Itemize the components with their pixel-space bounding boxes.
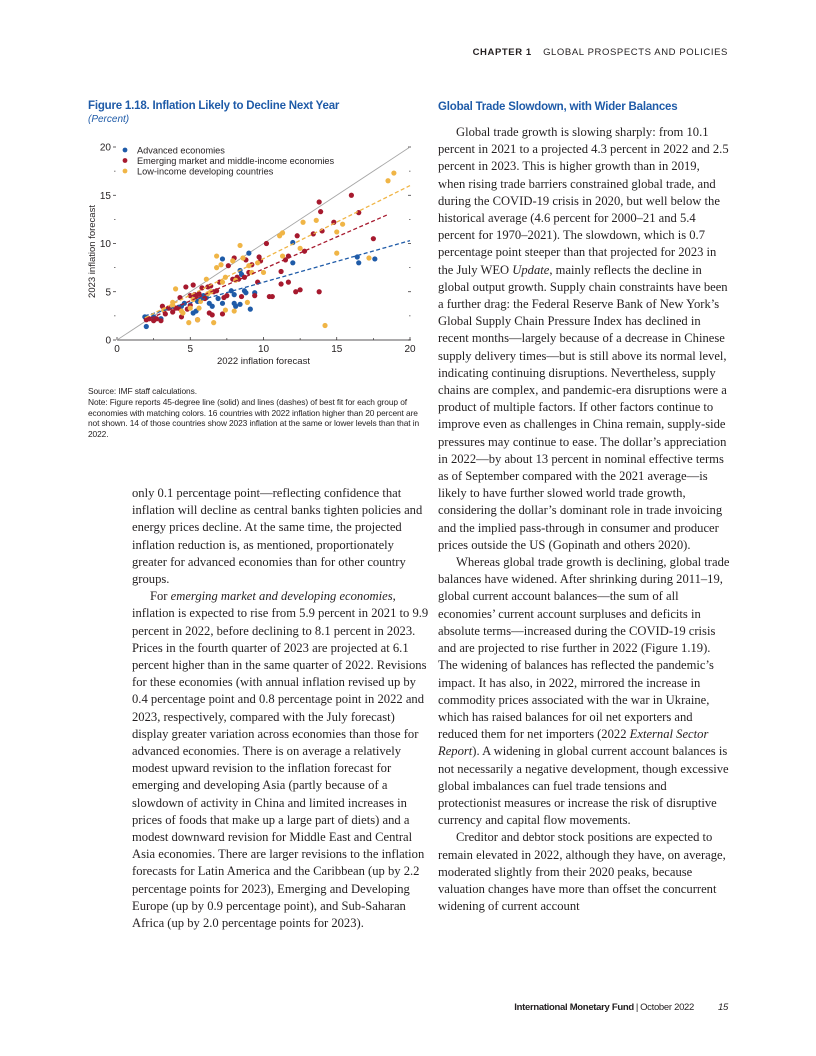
chapter-label: CHAPTER 1 [472,47,532,58]
data-point [334,251,339,256]
left-column-paragraph [132,588,432,932]
data-point [280,253,285,258]
scatter-chart [80,138,430,370]
data-point [334,229,339,234]
right-column-body [438,124,730,915]
data-point [371,236,376,241]
data-point [317,199,322,204]
data-point [211,320,216,325]
data-point [232,308,237,313]
data-point [290,260,295,265]
data-point [237,302,242,307]
figure-subtitle: (Percent) [88,114,130,125]
body-text: Whereas global trade growth is declining, global trade balances have widened. After shrinking during 2011–19, global current account balances—the sum of all economies’ current account surpluses and deficits in absolute terms—increased during the COVID-19 crisis and are projected to rise further in 2022 (Figure 1.19). The widening of balances has reflected the pandemic’s impact. It has also, in 2022, mirrored the increase in commodity prices associated with the war in Ukraine, which has raised balances for oil net exporters and reduced them for net importers (2022 [438,555,730,742]
right-column-paragraph [438,554,730,829]
figure-source: Source: IMF staff calculations. [88,386,197,396]
data-point [230,258,235,263]
data-point [196,306,201,311]
data-point [237,243,242,248]
data-point [242,275,247,280]
data-point [239,294,244,299]
emphasis-text: emerging market and developing economies [170,589,393,604]
figure-notes [88,386,423,440]
body-text: , mainly reflects the decline in global output growth. Supply chain constraints have been a further drag: the Federal Reserve Bank of New York’s Global Supply Chain Pressure Index has declined in recent months—largely because of a decrease in Chinese supply delivery times—but is still above its normal level, indicating continuing disruptions. Nevertheless, supply chains are complex, and pandemic-era disruptions were a product of multiple factors. If other factors continue to improve even as challenges in China remain, supply-side pressures may continue to ease. The dollar’s appreciation in 2022—by about 13 percent in nominal effective terms as of September compared with the 2021 average—is likely to have further slowed world trade growth, considering the dollar’s dominant role in trade invoicing and the implied pass-through in consumer and producer prices outside the US (Gopinath and others 2020). [438,262,728,552]
footer-separator: | [635,1002,639,1013]
data-point [300,220,305,225]
data-point [195,317,200,322]
data-point [196,291,201,296]
footer-date: October 2022 [640,1002,695,1013]
data-point [240,255,245,260]
data-point [232,292,237,297]
y-tick-label: 5 [105,287,111,299]
data-point [144,324,149,329]
body-text: only 0.1 percentage point—reflecting confidence that inflation will decline as central banks tighten policies and energy prices decline. At the same time, the projected inflation reduction is, as mentioned, proportionately greater for advanced economies than for other country groups. [132,486,423,587]
data-point [204,277,209,282]
data-point [366,255,371,260]
legend-label: Emerging market and middle-income economies [137,155,335,166]
data-point [158,318,163,323]
right-column-paragraph [438,829,730,915]
footer-organization: International Monetary Fund [514,1002,634,1013]
data-point [214,253,219,258]
legend-label: Advanced economies [137,145,225,156]
chapter-title: GLOBAL PROSPECTS AND POLICIES [543,47,728,58]
data-point [317,289,322,294]
data-point [220,256,225,261]
legend-marker [123,148,128,153]
data-point [210,312,215,317]
y-tick-label: 15 [99,190,111,202]
data-point [298,246,303,251]
legend-marker [123,169,128,174]
data-point [311,231,316,236]
data-point [248,307,253,312]
data-point [246,251,251,256]
data-point [173,286,178,291]
data-point [218,262,223,267]
data-point [391,170,396,175]
body-text: ). A widening in global current account balances is not necessarily a negative development, though excessive global imbalances can fuel trade tensions and protectionist measures or increase the risk of disruptive currency and capital flow movements. [438,744,729,828]
best-fit-line [145,215,388,321]
y-tick-label: 0 [105,335,111,347]
data-point [186,320,191,325]
data-point [298,287,303,292]
section-heading: Global Trade Slowdown, with Wider Balances [438,101,678,113]
data-point [220,301,225,306]
emphasis-text: External Sector Report [438,727,709,759]
data-point [318,209,323,214]
data-point [210,304,215,309]
data-point [223,307,228,312]
running-head [473,47,728,58]
x-tick-label: 15 [331,344,343,355]
data-point [280,230,285,235]
data-point [356,260,361,265]
body-text: Creditor and debtor stock positions are expected to remain elevated in 2022, although they have, on average, moderated slightly from their 2020 peaks, because valuation changes have more than offset the concurrent widening of current account [438,830,726,914]
data-point [226,263,231,268]
data-point [215,296,220,301]
x-tick-label: 10 [257,344,270,355]
legend-marker [123,158,128,163]
data-point [249,270,254,275]
data-point [385,178,390,183]
y-axis-label: 2023 inflation forecast [87,205,98,298]
x-tick-label: 5 [187,344,194,355]
data-point [286,280,291,285]
data-point [183,284,188,289]
data-point [261,270,266,275]
data-point [191,282,196,287]
data-point [214,265,219,270]
data-point [349,193,354,198]
x-tick-label: 20 [404,344,416,355]
y-tick-label: 10 [99,239,111,250]
legend-label: Low-income developing countries [137,166,274,177]
data-point [245,300,250,305]
chart-canvas [80,138,430,370]
data-point [243,290,248,295]
data-point [322,323,327,328]
data-point [224,293,229,298]
body-text: , inflation is expected to rise from 5.9 percent in 2021 to 9.9 percent in 2022, before declining to 8.1 percent in 2023. Prices in the fourth quarter of 2023 are projected at 6.1 percent higher than in the same quarter of 2022. Revisions for these economies (with annual inflation revised up by 0.4 percentage point and 0.8 percentage point in 2022 and 2023, respectively, compared with the July forecast) display greater variation across economies than those for advanced economies. There is on average a relatively modest upward revision to the inflation forecast for emerging and developing Asia (partly because of a slowdown of activity in China and limited increases in prices of foods that make up a large part of diets) and a modest downward revision for Middle East and Central Asia economies. There are larger revisions to the inflation forecasts for Latin America and the Caribbean (up by 2.2 percentage points for 2023), Emerging and Developing Europe (up by 0.9 percentage point), and Sub-Saharan Africa (up by 2.0 percentage points for 2023). [132,589,429,931]
data-point [340,222,345,227]
data-point [278,281,283,286]
left-column-body [132,485,432,932]
data-point [188,306,193,311]
x-tick-label: 0 [114,344,120,355]
data-point [372,256,377,261]
data-point [202,296,207,301]
y-tick-label: 20 [99,142,111,154]
data-point [264,241,269,246]
best-fit-line [145,241,410,316]
figure-note: Note: Figure reports 45-degree line (solid) and lines (dashes) of best fit for each group of economies with matching colors. 16 countries with 2022 inflation higher than 20 percent are not shown. 14 of those countries show 2023 inflation at the same or lower levels than that in 2022. [88,396,420,440]
data-point [180,310,185,315]
body-text: For [150,589,171,604]
page-number: 15 [718,1002,728,1013]
data-point [314,218,319,223]
page-footer [514,1002,728,1013]
figure-title: Figure 1.18. Inflation Likely to Decline Next Year [88,100,340,112]
data-point [252,293,257,298]
data-point [270,294,275,299]
x-axis-label: 2022 inflation forecast [217,356,310,367]
emphasis-text: Update [512,262,550,277]
data-point [278,269,283,274]
right-column-paragraph [438,124,730,554]
left-column-paragraph [132,485,432,588]
body-text: Global trade growth is slowing sharply: from 10.1 percent in 2021 to a projected 4.3 percent in 2022 and 2.5 percent in 2023. This is higher growth than in 2019, when rising trade barriers constrained global trade, and during the COVID-19 crisis in 2020, but well below the historical average (4.6 percent for 2000–21 and 5.4 percent for 1970–2021). The slowdown, which is 0.7 percentage point steeper than that projected for 2023 in the July WEO [438,125,729,277]
data-point [295,233,300,238]
